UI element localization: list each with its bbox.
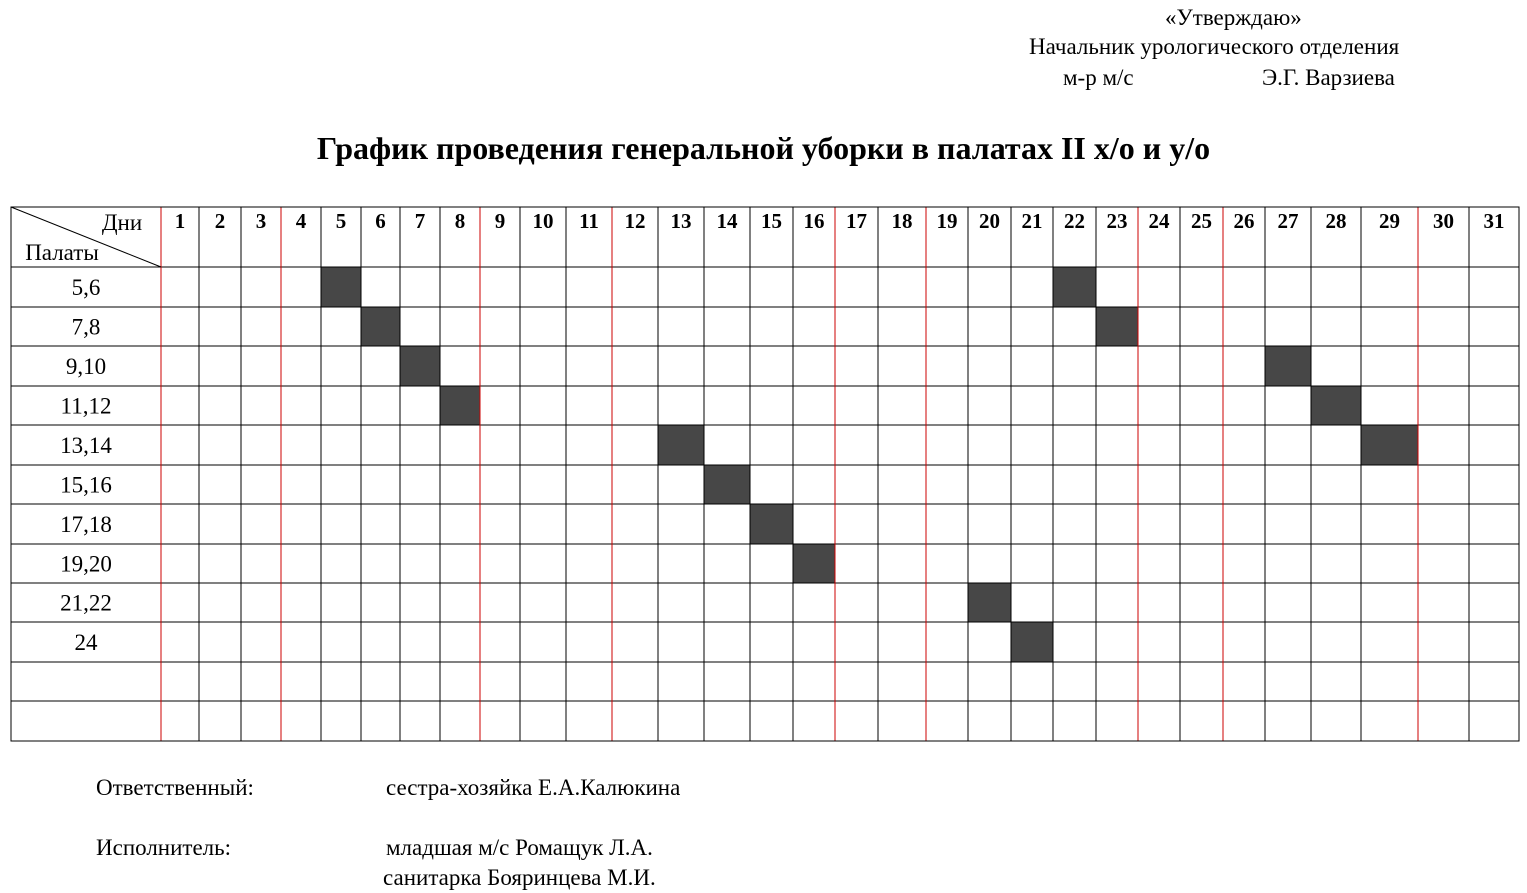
day-header: 13 bbox=[670, 209, 692, 233]
ward-label: 11,12 bbox=[60, 393, 112, 419]
cleaning-cell bbox=[1096, 307, 1138, 346]
ward-label: 9,10 bbox=[65, 354, 107, 379]
day-header: 17 bbox=[846, 209, 867, 233]
cleaning-cell bbox=[1011, 622, 1053, 662]
day-header: 19 bbox=[936, 209, 958, 233]
ward-label: 13,14 bbox=[60, 433, 112, 458]
cleaning-cell bbox=[750, 504, 793, 544]
day-header: 5 bbox=[335, 209, 347, 233]
day-header: 30 bbox=[1433, 209, 1454, 233]
cleaning-cell bbox=[1311, 386, 1361, 425]
executor-label: Исполнитель: bbox=[96, 835, 232, 860]
cleaning-cell bbox=[1053, 267, 1096, 307]
cleaning-cell bbox=[361, 307, 400, 346]
cleaning-cell bbox=[968, 583, 1011, 622]
day-header: 4 bbox=[295, 209, 307, 233]
table-border bbox=[11, 207, 1519, 741]
ward-label: 15,16 bbox=[60, 472, 112, 498]
responsible-label: Ответственный: bbox=[96, 775, 254, 800]
responsible-value: сестра-хозяйка Е.А.Калюкина bbox=[386, 775, 681, 800]
cleaning-cell bbox=[321, 267, 361, 307]
day-header: 11 bbox=[579, 209, 599, 233]
day-header: 28 bbox=[1325, 209, 1347, 233]
cleaning-cell bbox=[658, 425, 704, 465]
approval-role: м-р м/с bbox=[1063, 65, 1134, 90]
day-header: 16 bbox=[803, 209, 825, 233]
ward-label: 19,20 bbox=[60, 551, 112, 577]
day-header: 3 bbox=[255, 209, 267, 233]
day-header: 25 bbox=[1191, 209, 1212, 233]
day-header: 6 bbox=[375, 209, 386, 233]
approval-position: Начальник урологического отделения bbox=[1029, 34, 1400, 59]
approval-heading: «Утверждаю» bbox=[1165, 5, 1302, 30]
day-header: 15 bbox=[761, 209, 782, 233]
corner-days-label: Дни bbox=[101, 210, 143, 235]
day-header: 24 bbox=[1148, 209, 1170, 233]
ward-label: 17,18 bbox=[60, 512, 112, 537]
day-header: 1 bbox=[174, 209, 186, 233]
day-header: 18 bbox=[891, 209, 913, 233]
ward-label: 7,8 bbox=[71, 314, 101, 340]
day-header: 10 bbox=[532, 209, 554, 233]
day-header: 12 bbox=[624, 209, 646, 233]
ward-label: 5,6 bbox=[71, 275, 101, 300]
day-header: 2 bbox=[214, 209, 226, 233]
cleaning-cell bbox=[440, 386, 480, 425]
day-header: 7 bbox=[414, 209, 426, 233]
day-header: 29 bbox=[1379, 209, 1400, 233]
cleaning-cell bbox=[704, 465, 750, 504]
approval-name: Э.Г. Варзиева bbox=[1262, 65, 1395, 90]
day-header: 21 bbox=[1021, 209, 1043, 233]
corner-wards-label: Палаты bbox=[25, 240, 99, 265]
cleaning-cell bbox=[793, 544, 835, 583]
day-header: 31 bbox=[1483, 209, 1505, 233]
cleaning-cell bbox=[1361, 425, 1418, 465]
day-header: 27 bbox=[1277, 209, 1299, 233]
cleaning-cell bbox=[400, 346, 440, 386]
day-header: 9 bbox=[494, 209, 506, 233]
day-header: 8 bbox=[454, 209, 466, 233]
ward-label: 21,22 bbox=[60, 590, 112, 616]
ward-label: 24 bbox=[74, 630, 98, 655]
cleaning-cell bbox=[1265, 346, 1311, 386]
day-header: 20 bbox=[979, 209, 1000, 233]
day-header: 22 bbox=[1064, 209, 1085, 233]
day-header: 14 bbox=[716, 209, 738, 233]
executor-value-2: санитарка Бояринцева М.И. bbox=[383, 865, 656, 890]
page-title: График проведения генеральной уборки в палатах II х/о и у/о bbox=[316, 130, 1211, 166]
executor-value-1: младшая м/с Ромащук Л.А. bbox=[386, 835, 653, 860]
day-header: 23 bbox=[1106, 209, 1128, 233]
day-header: 26 bbox=[1233, 209, 1255, 233]
